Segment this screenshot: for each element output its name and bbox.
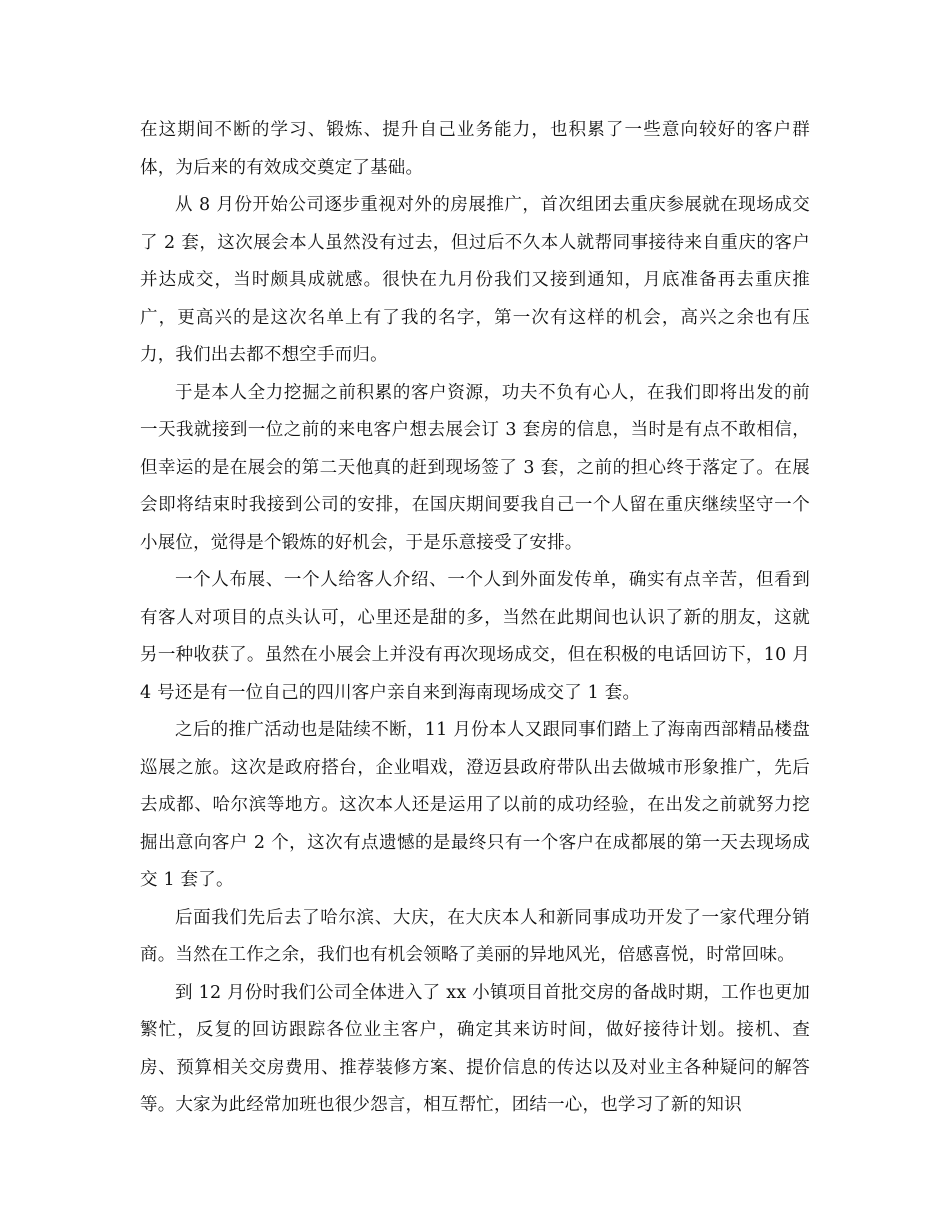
paragraph-7: 到 12 月份时我们公司全体进入了 xx 小镇项目首批交房的备战时期，工作也更加繁忙，反复的回访跟踪各位业主客户，确定其来访时间，做好接待计划。接机、查房、预算相关交房费用、推荐装修方案、提价信息的传达以及对业主各种疑问的解答等。大家为此经常加班也很少怨言，相互帮忙，团结一心，也学习了新的知识 xyxy=(140,982,810,1115)
document-body xyxy=(140,112,810,1125)
paragraph-3: 于是本人全力挖掘之前积累的客户资源，功夫不负有心人，在我们即将出发的前一天我就接到一位之前的来电客户想去展会订 3 套房的信息，当时是有点不敢相信，但幸运的是在展会的第二天他真的赶到现场签了 3 套，之前的担心终于落定了。在展会即将结束时我接到公司的安排，在国庆期间要我自己一个人留在重庆继续坚守一个小展位，觉得是个锻炼的好机会，于是乐意接受了安排。 xyxy=(140,382,810,553)
paragraph-5: 之后的推广活动也是陆续不断，11 月份本人又跟同事们踏上了海南西部精品楼盘巡展之旅。这次是政府搭台，企业唱戏，澄迈县政府带队出去做城市形象推广，先后去成都、哈尔滨等地方。这次本人还是运用了以前的成功经验，在出发之前就努力挖掘出意向客户 2 个，这次有点遗憾的是最终只有一个客户在成都展的第一天去现场成交 1 套了。 xyxy=(140,720,810,890)
paragraph-2: 从 8 月份开始公司逐步重视对外的房展推广，首次组团去重庆参展就在现场成交了 2 套，这次展会本人虽然没有过去，但过后不久本人就帮同事接待来自重庆的客户并达成交，当时颇具成就感。很快在九月份我们又接到通知，月底准备再去重庆推广，更高兴的是这次名单上有了我的名字，第一次有这样的机会，高兴之余也有压力，我们出去都不想空手而归。 xyxy=(140,195,810,365)
paragraph-6: 后面我们先后去了哈尔滨、大庆，在大庆本人和新同事成功开发了一家代理分销商。当然在工作之余，我们也有机会领略了美丽的异地风光，倍感喜悦，时常回味。 xyxy=(140,907,810,965)
paragraph-1: 在这期间不断的学习、锻炼、提升自己业务能力，也积累了一些意向较好的客户群体，为后来的有效成交奠定了基础。 xyxy=(140,120,810,178)
paragraph-4: 一个人布展、一个人给客人介绍、一个人到外面发传单，确实有点辛苦，但看到有客人对项目的点头认可，心里还是甜的多，当然在此期间也认识了新的朋友，这就另一种收获了。虽然在小展会上并没有再次现场成交，但在积极的电话回访下，10 月 4 号还是有一位自己的四川客户亲自来到海南现场成交了 1 套。 xyxy=(140,570,810,703)
